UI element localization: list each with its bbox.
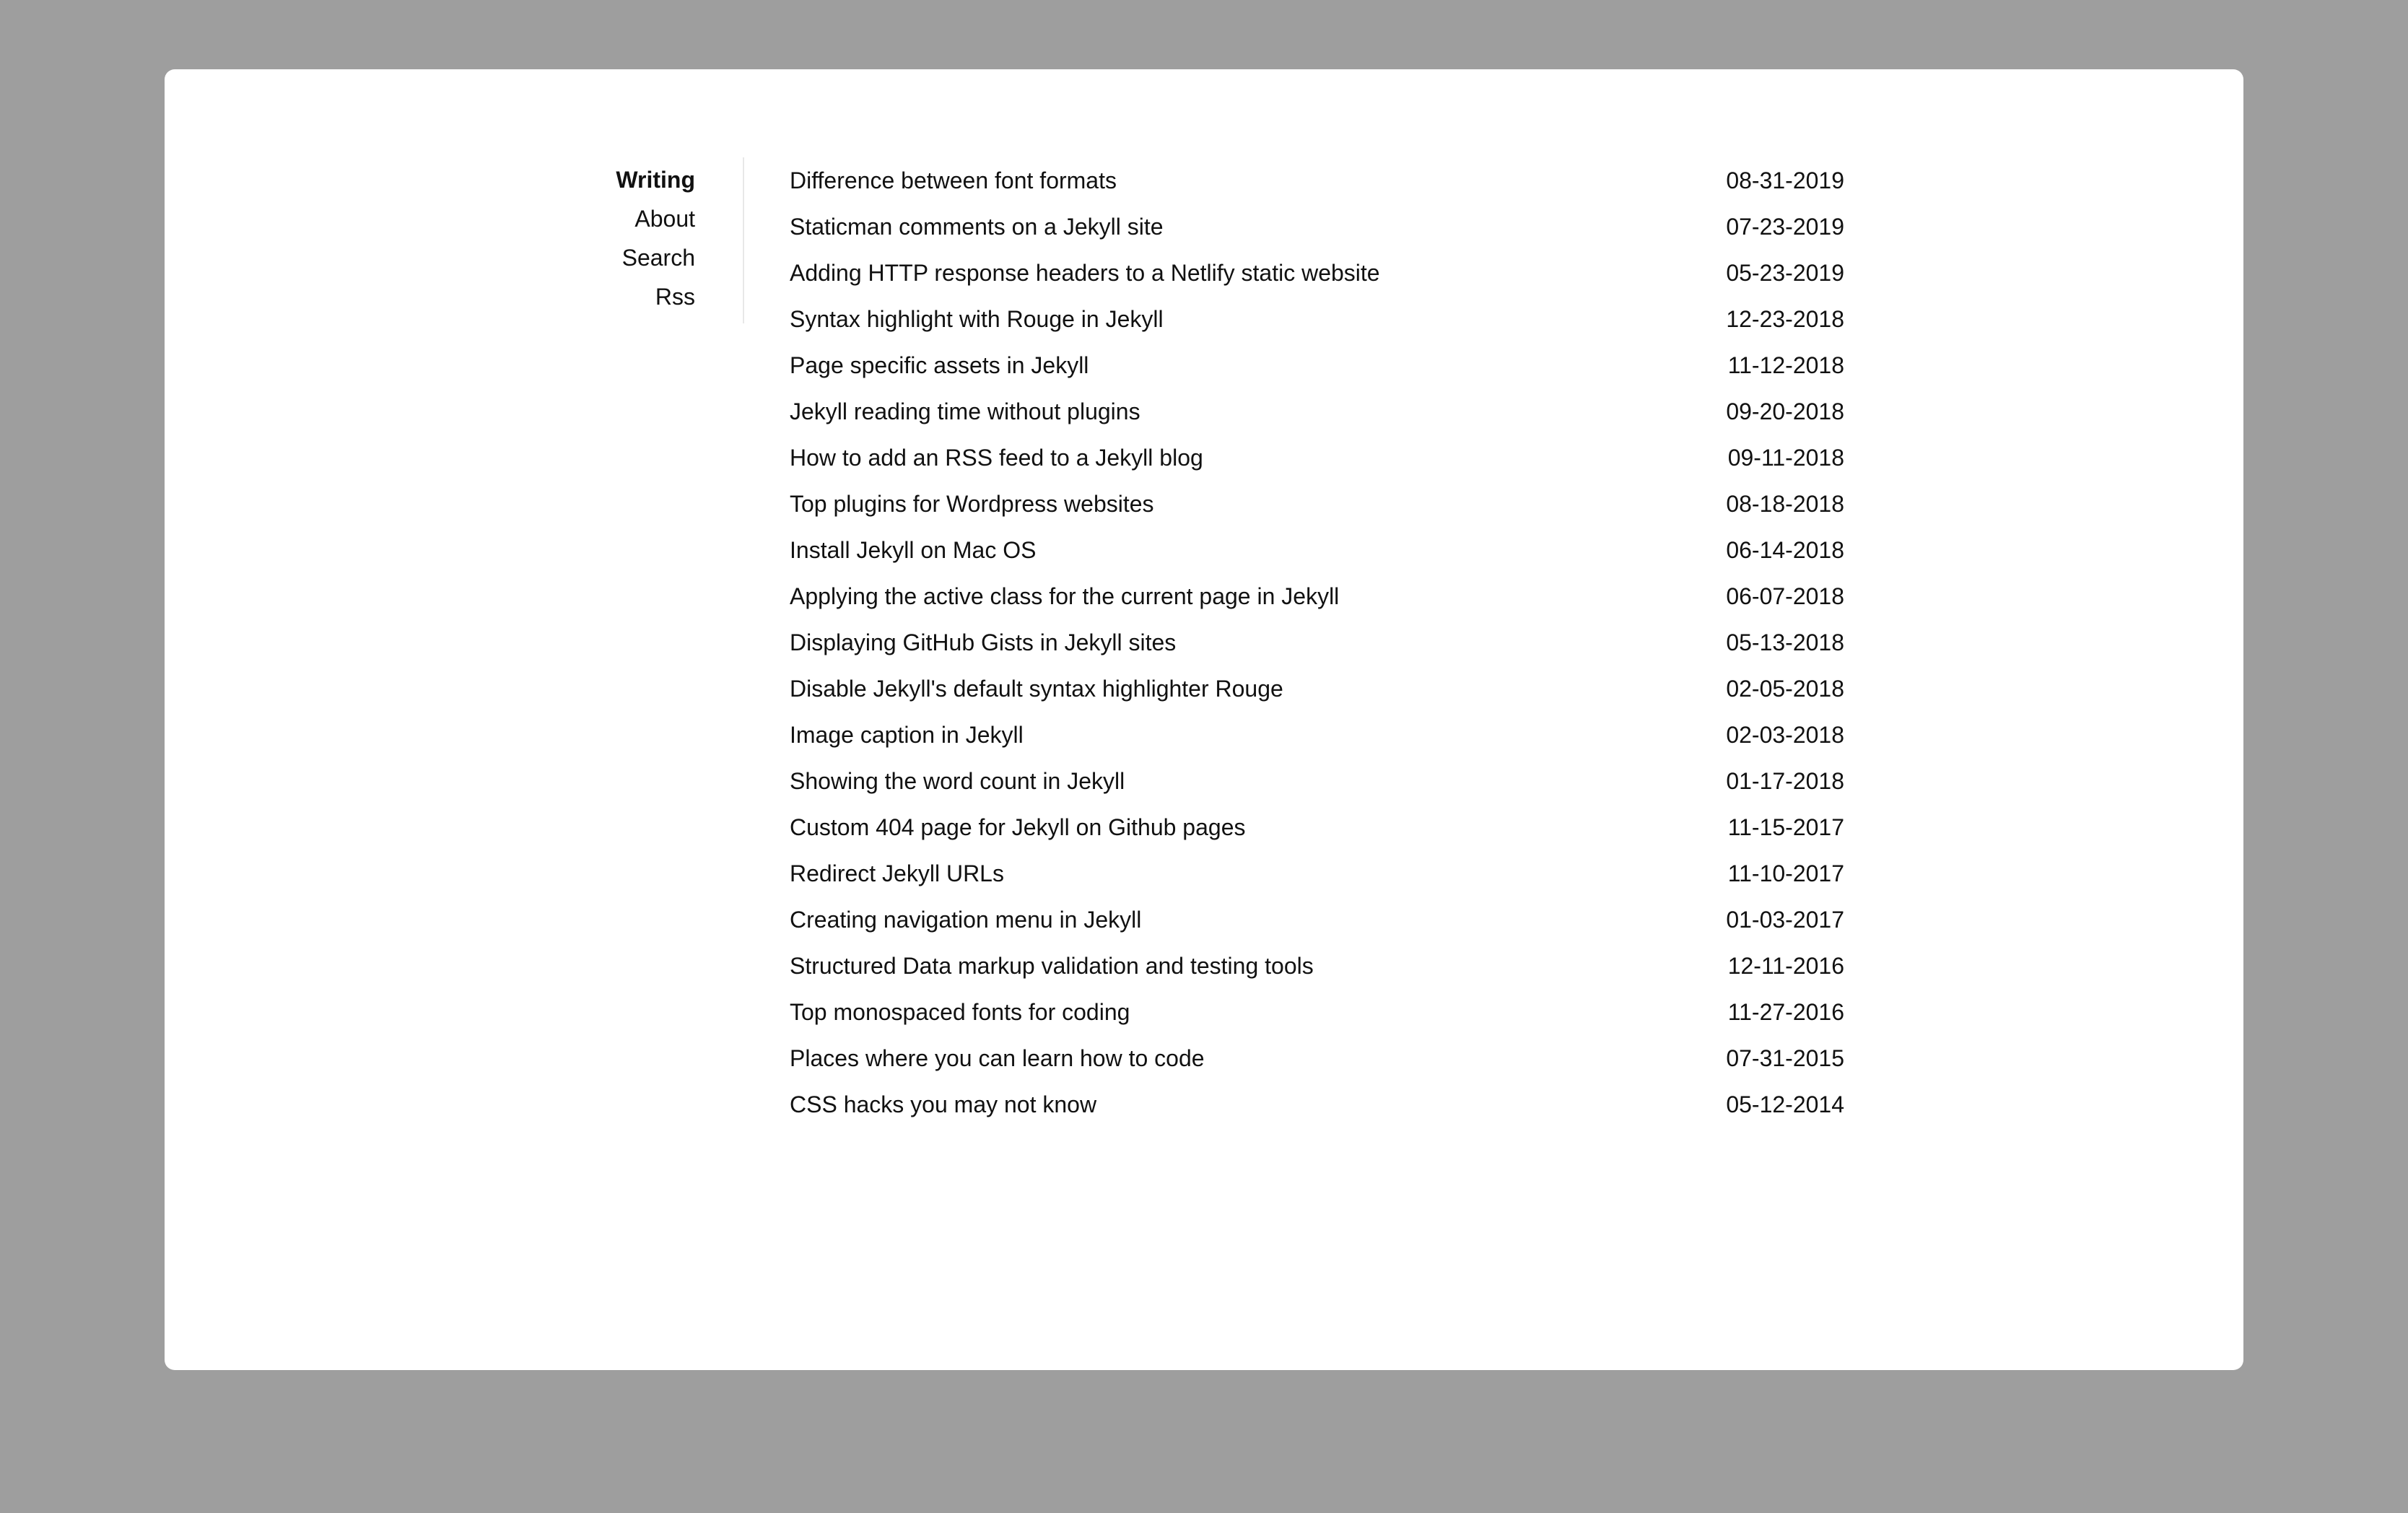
post-row bbox=[790, 989, 1844, 1035]
post-title-link[interactable]: How to add an RSS feed to a Jekyll blog bbox=[790, 445, 1203, 471]
post-row bbox=[790, 157, 1844, 204]
post-row bbox=[790, 1081, 1844, 1128]
post-date: 07-23-2019 bbox=[1726, 214, 1844, 240]
post-date: 11-15-2017 bbox=[1727, 814, 1844, 840]
post-row bbox=[790, 850, 1844, 897]
post-date: 08-18-2018 bbox=[1726, 491, 1844, 517]
post-title-link[interactable]: Redirect Jekyll URLs bbox=[790, 860, 1004, 886]
post-row bbox=[790, 619, 1844, 666]
post-row bbox=[790, 481, 1844, 527]
post-title-link[interactable]: Image caption in Jekyll bbox=[790, 722, 1024, 748]
post-date: 11-10-2017 bbox=[1727, 860, 1844, 886]
post-date: 09-11-2018 bbox=[1727, 445, 1844, 471]
post-row bbox=[790, 573, 1844, 619]
post-row bbox=[790, 758, 1844, 804]
post-date: 12-11-2016 bbox=[1727, 953, 1844, 979]
post-title-link[interactable]: CSS hacks you may not know bbox=[790, 1091, 1097, 1117]
post-date: 01-03-2017 bbox=[1726, 907, 1844, 933]
post-title-link[interactable]: Disable Jekyll's default syntax highlighter Rouge bbox=[790, 676, 1283, 702]
post-title-link[interactable]: Showing the word count in Jekyll bbox=[790, 768, 1125, 794]
post-date: 05-13-2018 bbox=[1726, 629, 1844, 655]
sidebar-nav bbox=[165, 157, 744, 323]
post-title-link[interactable]: Adding HTTP response headers to a Netlify static website bbox=[790, 260, 1380, 286]
post-row bbox=[790, 342, 1844, 388]
nav-item-about[interactable]: About bbox=[634, 206, 695, 232]
post-date: 06-07-2018 bbox=[1726, 583, 1844, 609]
post-row bbox=[790, 204, 1844, 250]
post-title-link[interactable]: Top plugins for Wordpress websites bbox=[790, 491, 1154, 517]
post-date: 09-20-2018 bbox=[1726, 398, 1844, 424]
post-date: 02-03-2018 bbox=[1726, 722, 1844, 748]
post-date: 07-31-2015 bbox=[1726, 1045, 1844, 1071]
post-row bbox=[790, 943, 1844, 989]
post-row bbox=[790, 388, 1844, 435]
post-date: 01-17-2018 bbox=[1726, 768, 1844, 794]
post-date: 05-23-2019 bbox=[1726, 260, 1844, 286]
nav-item-rss[interactable]: Rss bbox=[655, 284, 695, 310]
post-date: 08-31-2019 bbox=[1726, 167, 1844, 193]
post-title-link[interactable]: Page specific assets in Jekyll bbox=[790, 352, 1089, 378]
post-title-link[interactable]: Creating navigation menu in Jekyll bbox=[790, 907, 1142, 933]
post-title-link[interactable]: Structured Data markup validation and testing tools bbox=[790, 953, 1314, 979]
content-area bbox=[165, 157, 2243, 1128]
post-row bbox=[790, 804, 1844, 850]
page-card bbox=[165, 69, 2243, 1370]
post-date: 12-23-2018 bbox=[1726, 306, 1844, 332]
main-column bbox=[790, 157, 1844, 1128]
post-date: 11-27-2016 bbox=[1727, 999, 1844, 1025]
post-title-link[interactable]: Applying the active class for the current page in Jekyll bbox=[790, 583, 1340, 609]
post-title-link[interactable]: Staticman comments on a Jekyll site bbox=[790, 214, 1164, 240]
post-row bbox=[790, 666, 1844, 712]
post-row bbox=[790, 897, 1844, 943]
nav-item-search[interactable]: Search bbox=[621, 245, 695, 271]
post-title-link[interactable]: Displaying GitHub Gists in Jekyll sites bbox=[790, 629, 1177, 655]
post-row bbox=[790, 296, 1844, 342]
post-date: 11-12-2018 bbox=[1727, 352, 1844, 378]
post-date: 06-14-2018 bbox=[1726, 537, 1844, 563]
post-row bbox=[790, 250, 1844, 296]
post-title-link[interactable]: Syntax highlight with Rouge in Jekyll bbox=[790, 306, 1164, 332]
post-row bbox=[790, 1035, 1844, 1081]
post-date: 05-12-2014 bbox=[1726, 1091, 1844, 1117]
post-title-link[interactable]: Places where you can learn how to code bbox=[790, 1045, 1205, 1071]
post-title-link[interactable]: Custom 404 page for Jekyll on Github pages bbox=[790, 814, 1246, 840]
nav-item-writing[interactable]: Writing bbox=[616, 167, 695, 193]
post-row bbox=[790, 435, 1844, 481]
post-title-link[interactable]: Difference between font formats bbox=[790, 167, 1117, 193]
post-date: 02-05-2018 bbox=[1726, 676, 1844, 702]
post-title-link[interactable]: Install Jekyll on Mac OS bbox=[790, 537, 1037, 563]
post-row bbox=[790, 712, 1844, 758]
post-row bbox=[790, 527, 1844, 573]
post-title-link[interactable]: Jekyll reading time without plugins bbox=[790, 398, 1140, 424]
post-title-link[interactable]: Top monospaced fonts for coding bbox=[790, 999, 1130, 1025]
post-list bbox=[790, 157, 1844, 1128]
